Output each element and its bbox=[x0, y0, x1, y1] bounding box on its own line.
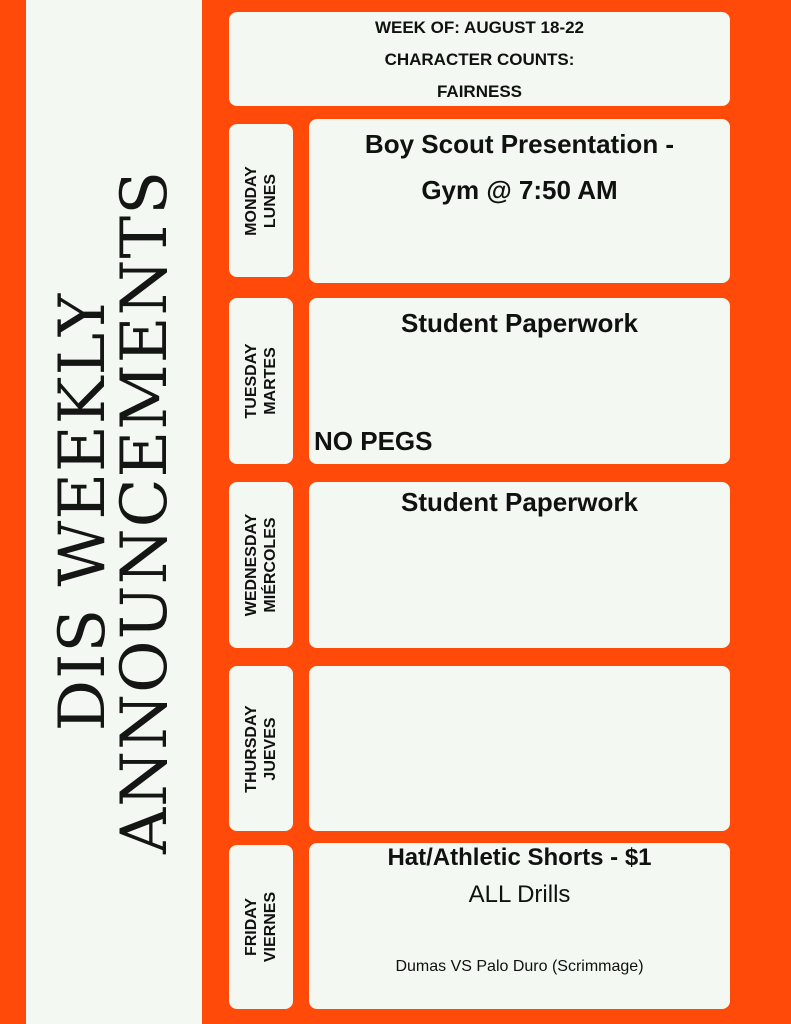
monday-announcement bbox=[309, 119, 730, 283]
day-name-english: THURSDAY bbox=[243, 704, 260, 793]
day-name-english: TUESDAY bbox=[243, 343, 260, 419]
announcement-line: Dumas VS Palo Duro (Scrimmage) bbox=[395, 958, 644, 975]
day-name-spanish: JUEVES bbox=[262, 716, 279, 781]
day-name-spanish: MIÉRCOLES bbox=[262, 517, 279, 613]
day-name-english: WEDNESDAY bbox=[243, 513, 260, 617]
character-trait: FAIRNESS bbox=[436, 82, 523, 101]
week-of: WEEK OF: AUGUST 18-22 bbox=[374, 18, 585, 37]
day-label-wednesday bbox=[229, 482, 293, 648]
week-header bbox=[229, 12, 730, 106]
day-label-tuesday bbox=[229, 298, 293, 464]
announcement-line: Student Paperwork bbox=[401, 308, 638, 338]
day-name-english: FRIDAY bbox=[243, 897, 260, 957]
tuesday-announcement bbox=[309, 298, 730, 464]
day-label-monday bbox=[229, 124, 293, 277]
day-name-spanish: VIERNES bbox=[262, 891, 279, 963]
day-name-english: MONDAY bbox=[243, 165, 260, 236]
announcement-line: Gym @ 7:50 AM bbox=[421, 175, 618, 205]
announcement-line: Student Paperwork bbox=[401, 487, 638, 517]
wednesday-announcement bbox=[309, 482, 730, 648]
announcement-line: Boy Scout Presentation - bbox=[364, 129, 675, 159]
character-counts: CHARACTER COUNTS: bbox=[384, 50, 575, 69]
thursday-announcement bbox=[309, 666, 730, 831]
day-label-friday bbox=[229, 845, 293, 1009]
day-name-spanish: LUNES bbox=[262, 173, 279, 228]
page-title bbox=[46, 169, 182, 855]
friday-announcement bbox=[309, 843, 730, 1009]
no-pegs-note: NO PEGS bbox=[314, 426, 433, 456]
title-line-2: ANNOUNCEMENTS bbox=[108, 169, 182, 855]
day-name-spanish: MARTES bbox=[262, 347, 279, 415]
title-line-1: DIS WEEKLY bbox=[46, 292, 120, 732]
announcement-line: Hat/Athletic Shorts - $1 bbox=[387, 844, 652, 871]
announcement-line: ALL Drills bbox=[468, 881, 571, 908]
day-label-thursday bbox=[229, 666, 293, 831]
